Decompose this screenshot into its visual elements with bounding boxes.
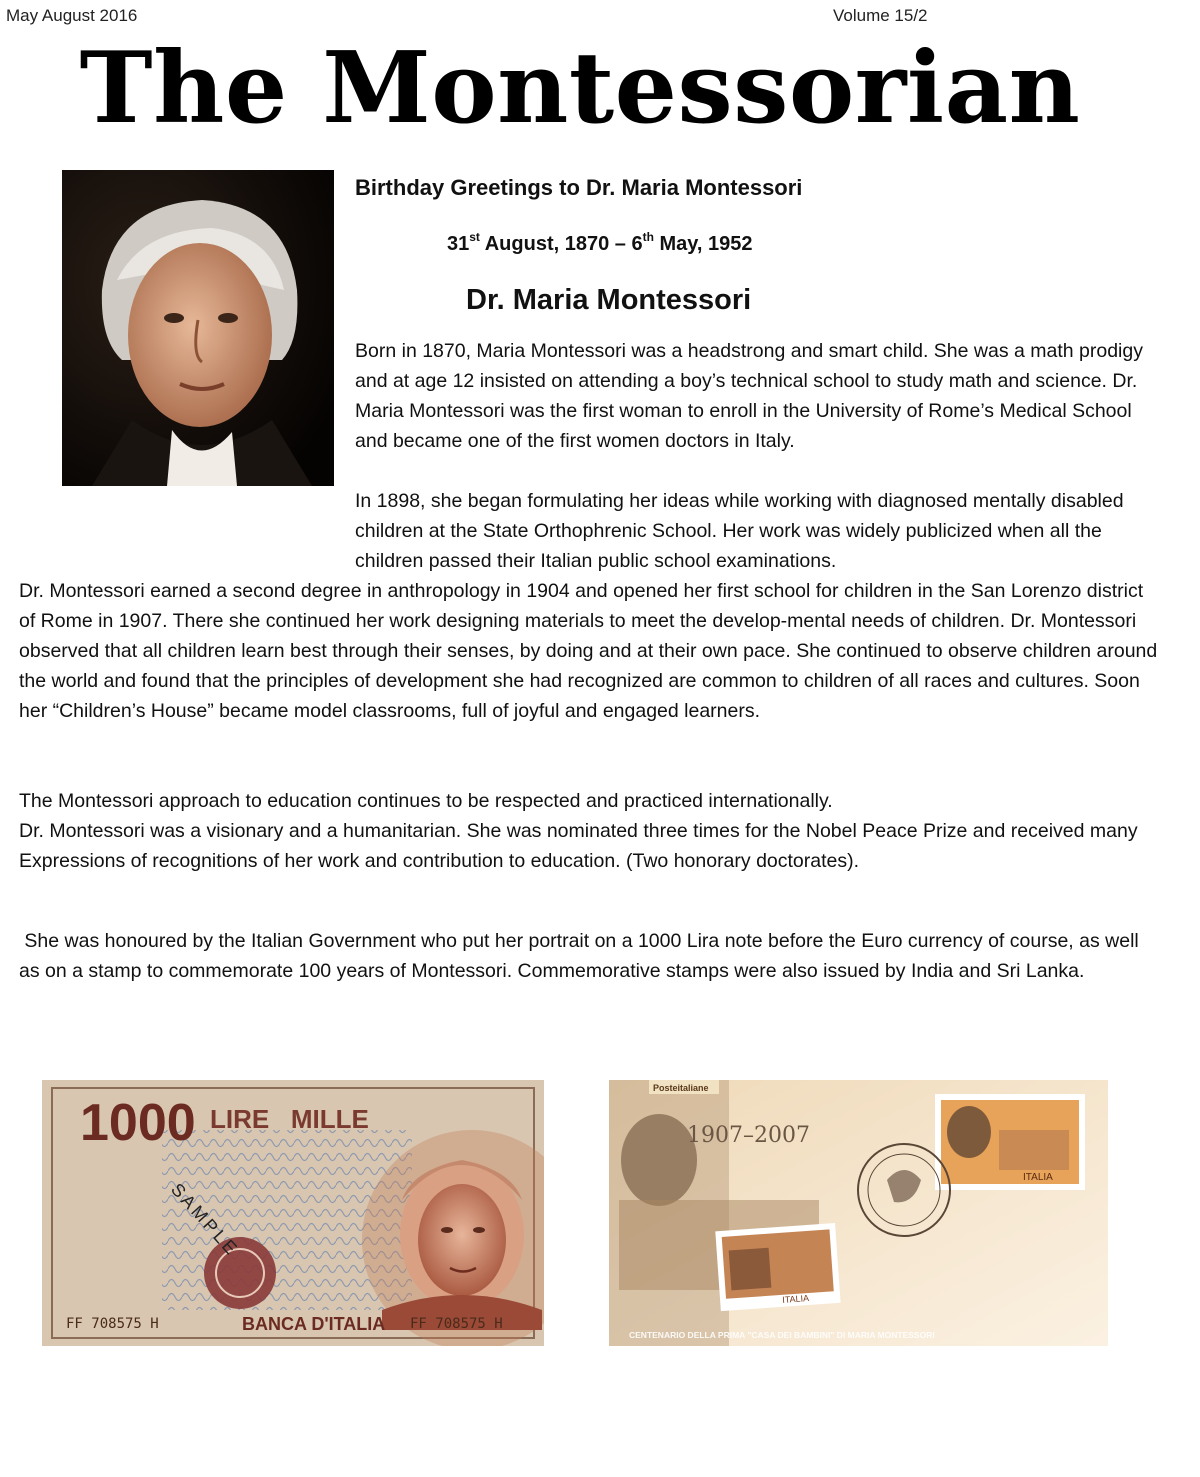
banknote-serial-left: FF 708575 H — [66, 1316, 159, 1332]
card-brand: Posteitaliane — [653, 1083, 709, 1093]
paragraph-san-lorenzo: Dr. Montessori earned a second degree in anthropology in 1904 and opened her first school for children in the San Lorenzo district of Rome in 1907. There she continued her work designing materials to meet the develop-mental needs of children. Dr. Montessori observed that all children learn best through their senses, by doing and at their own pace. She continued to observe children around the world and found that the principles of development she had recognized are common to children of all races and cultures. Soon her “Children’s House” became model classrooms, full of joyful and engaged learners. — [19, 580, 1158, 722]
birth-rest: August, 1870 – — [479, 233, 632, 255]
life-dates — [447, 230, 753, 256]
banknote-serial-right: FF 708575 H — [410, 1316, 503, 1332]
article-body — [19, 486, 1159, 726]
issue-date: May August 2016 — [6, 6, 138, 25]
lira-banknote-image — [42, 1080, 544, 1346]
banknote-bank: BANCA D'ITALIA — [242, 1314, 386, 1334]
paragraph-early-life: Born in 1870, Maria Montessori was a headstrong and smart child. She was a math prodigy and at age 12 insisted on attending a boy’s technical school to study math and science. Dr. Maria Montessori was the first woman to enroll in the University of Rome’s Medical School and became one of the first women doctors in Italy. — [355, 340, 1143, 452]
montessori-portrait — [62, 170, 334, 486]
article-body-continued — [19, 786, 1159, 876]
paragraph-approach: The Montessori approach to education continues to be respected and practiced internationally. — [19, 790, 833, 812]
birth-day: 31 — [447, 233, 470, 255]
death-rest: May, 1952 — [653, 233, 753, 255]
masthead-title: The Montessorian — [79, 31, 1081, 146]
paragraph-visionary: Dr. Montessori was a visionary and a humanitarian. She was nominated three times for the Nobel Peace Prize and received many Expressions of recognitions of her work and contribution to education. (Two honorary doctorates). — [19, 820, 1138, 872]
death-suffix: th — [642, 230, 654, 244]
stamp-country-right: ITALIA — [1023, 1172, 1053, 1183]
stamp-country-left: ITALIA — [781, 1293, 810, 1305]
greeting-heading: Birthday Greetings to Dr. Maria Montessori — [355, 175, 803, 200]
card-years: 1907–2007 — [687, 1123, 810, 1148]
card-footer: CENTENARIO DELLA PRIMA "CASA DEI BAMBINI" DI MARIA MONTESSORI — [629, 1330, 935, 1340]
commemorative-stamp-card-image — [609, 1080, 1108, 1346]
paragraph-honours: She was honoured by the Italian Government who put her portrait on a 1000 Lira note before the Euro currency of course, as well as on a stamp to commemorate 100 years of Montessori. Commemorative stamps were also issued by India and Sri Lanka. — [19, 930, 1145, 982]
banknote-denomination: 1000 — [80, 1094, 196, 1152]
banknote-lire-mille: LIRE MILLE — [210, 1104, 369, 1134]
banknote-sample: SAMPLE — [167, 1179, 243, 1261]
name-heading: Dr. Maria Montessori — [466, 284, 752, 316]
volume-number: Volume 15/2 — [833, 6, 928, 25]
paragraph-1898: In 1898, she began formulating her ideas while working with diagnosed mentally disabled children at the State Orthophrenic School. Her work was widely publicized when all the children passed their Italian public school examinations. — [355, 490, 1124, 572]
birth-suffix: st — [469, 230, 480, 244]
death-day: 6 — [631, 233, 643, 255]
